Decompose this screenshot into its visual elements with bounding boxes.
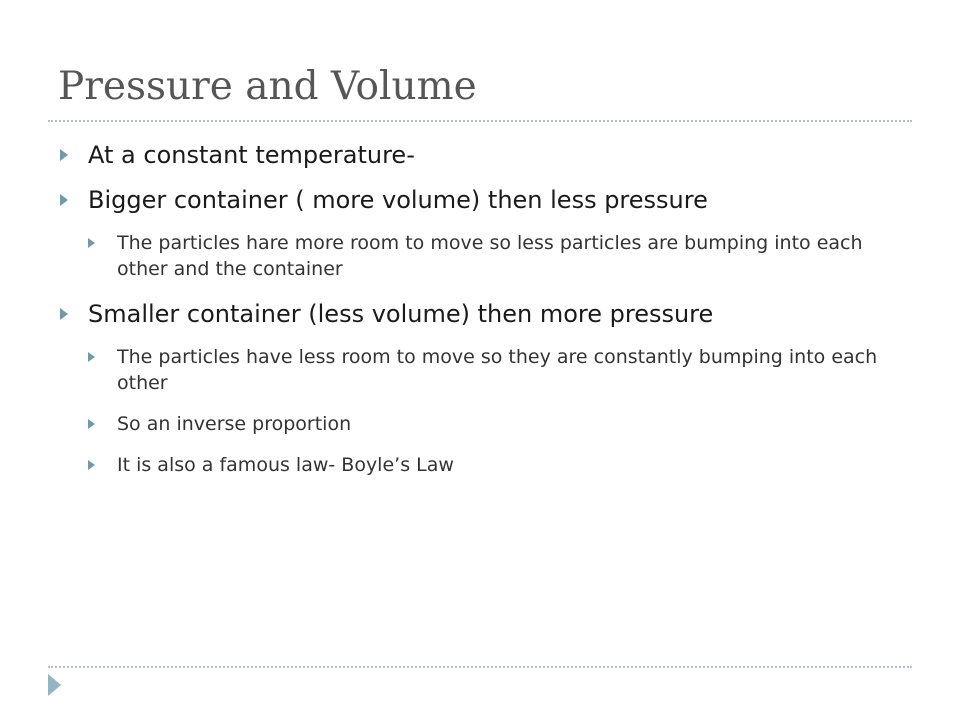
slide-title: Pressure and Volume: [58, 64, 477, 109]
sub-bullet-item: [88, 452, 890, 478]
sub-bullet-text: The particles hare more room to move so less particles are bumping into each other and the container: [117, 232, 863, 280]
bullet-item: [60, 140, 890, 170]
triangle-bullet-icon: [60, 149, 68, 161]
sub-bullet-item: [88, 411, 890, 437]
triangle-bullet-icon: [88, 460, 95, 470]
sub-bullet-item: [88, 230, 890, 282]
triangle-bullet-icon: [88, 352, 95, 362]
sub-bullet-text: It is also a famous law- Boyle’s Law: [117, 454, 454, 476]
bullet-item: [60, 299, 890, 329]
bullet-text: At a constant temperature-: [88, 141, 415, 169]
triangle-marker-icon: [48, 674, 61, 696]
triangle-bullet-icon: [60, 194, 68, 206]
triangle-bullet-icon: [88, 238, 95, 248]
footer-divider: [48, 666, 912, 668]
bullet-list: [60, 140, 890, 493]
bullet-item: [60, 185, 890, 215]
sub-bullet-text: So an inverse proportion: [117, 413, 352, 435]
triangle-bullet-icon: [88, 419, 95, 429]
bullet-text: Smaller container (less volume) then more pressure: [88, 300, 714, 328]
title-divider: [48, 120, 912, 122]
sub-bullet-text: The particles have less room to move so they are constantly bumping into each other: [117, 346, 878, 394]
sub-bullet-item: [88, 344, 890, 396]
bullet-text: Bigger container ( more volume) then less pressure: [88, 186, 708, 214]
triangle-bullet-icon: [60, 308, 68, 320]
